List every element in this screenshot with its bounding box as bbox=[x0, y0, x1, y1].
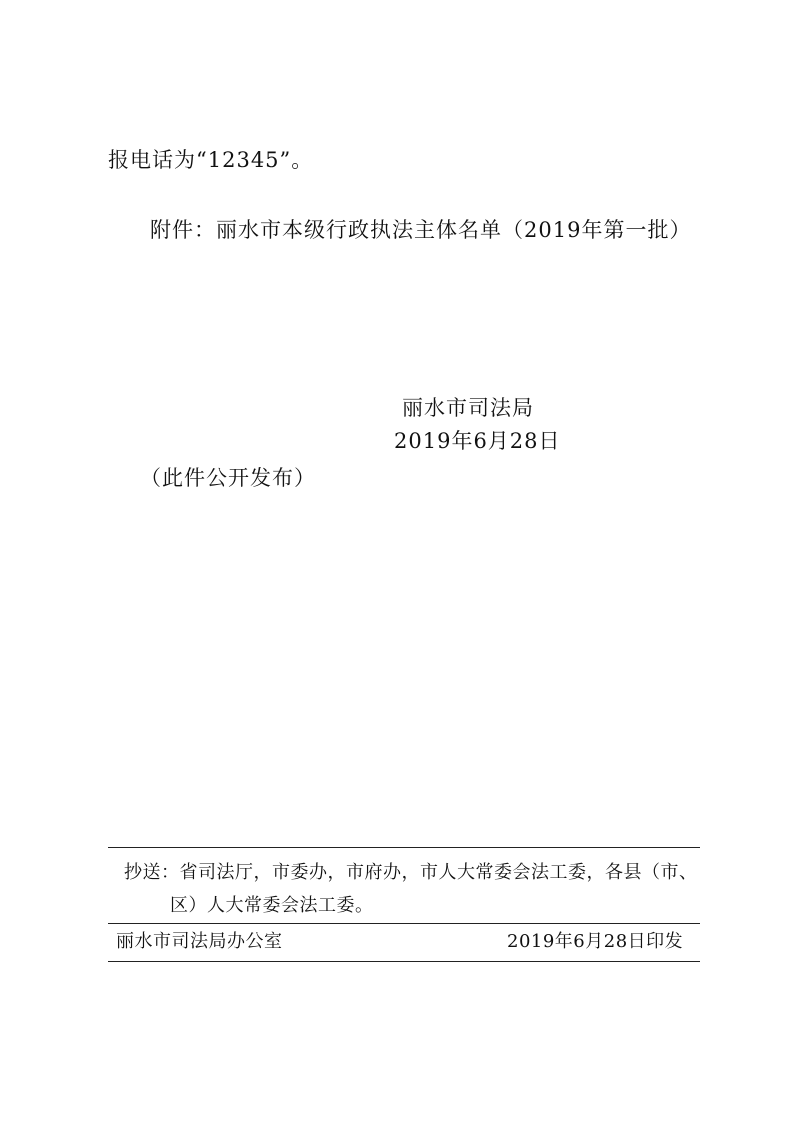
footer-middle-rule bbox=[108, 923, 700, 924]
attachment-line: 附件：丽水市本级行政执法主体名单（2019年第一批） bbox=[150, 218, 692, 242]
cc-label: 抄送： bbox=[124, 862, 180, 883]
issue-date: 2019年6月28日 bbox=[394, 429, 561, 453]
publication-note: （此件公开发布） bbox=[140, 466, 316, 490]
print-date: 2019年6月28日印发 bbox=[507, 931, 684, 952]
continuation-line: 报电话为“12345”。 bbox=[108, 148, 314, 172]
cc-recipients-1: 省司法厅，市委办，市府办，市人大常委会法工委，各县（市、 bbox=[179, 862, 698, 883]
issuer-name: 丽水市司法局 bbox=[402, 396, 534, 420]
footer-bottom-rule bbox=[108, 961, 700, 962]
footer-top-rule bbox=[108, 847, 700, 848]
cc-line-1 bbox=[124, 861, 698, 885]
cc-line-2: 区）人大常委会法工委。 bbox=[170, 895, 374, 916]
printing-office: 丽水市司法局办公室 bbox=[116, 931, 283, 952]
